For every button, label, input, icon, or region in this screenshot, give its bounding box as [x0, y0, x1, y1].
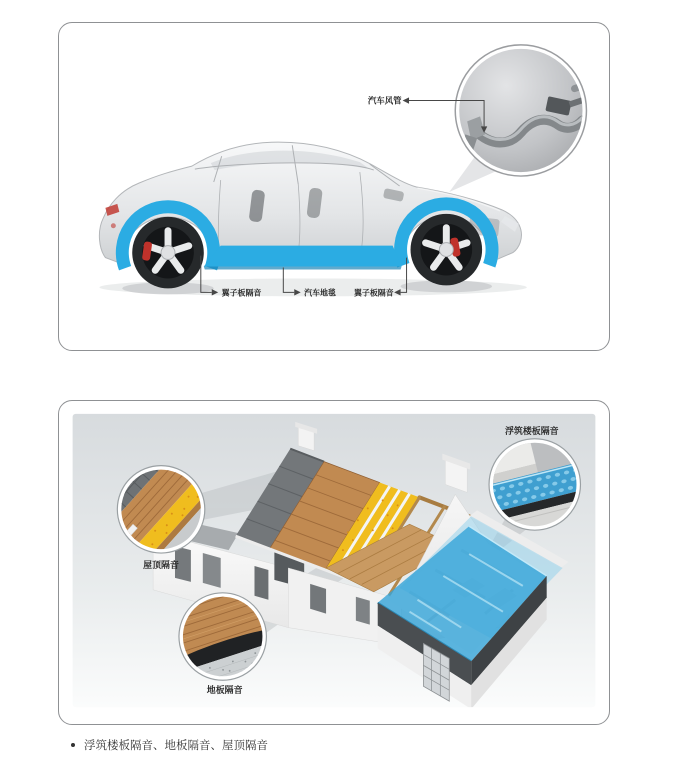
car-illustration: [59, 23, 609, 350]
bullet-dot: [71, 743, 75, 747]
floating-floor-label: 浮筑楼板隔音: [504, 426, 559, 437]
magnifier-circle: [455, 45, 598, 176]
rear-reflector: [111, 223, 116, 228]
car-figure-panel: [58, 22, 610, 351]
floor-label: 地板隔音: [206, 686, 243, 697]
carpet-label: 汽车地毯: [304, 288, 336, 298]
footer-text: 浮筑楼板隔音、地板隔音、屋顶隔音: [84, 738, 268, 752]
footer-bullet-line: [71, 737, 268, 753]
front-wheel: [411, 214, 483, 286]
house-illustration: [59, 401, 609, 724]
fender-right-label: 翼子板隔音: [353, 288, 394, 298]
floor-carpet-highlight: [204, 246, 402, 270]
fender-left-label: 翼子板隔音: [221, 288, 262, 298]
rear-wheel: [132, 217, 204, 289]
air-duct-label: 汽车风管: [367, 95, 402, 106]
roof-label: 屋顶隔音: [143, 560, 179, 571]
house-figure-panel: [58, 400, 610, 725]
